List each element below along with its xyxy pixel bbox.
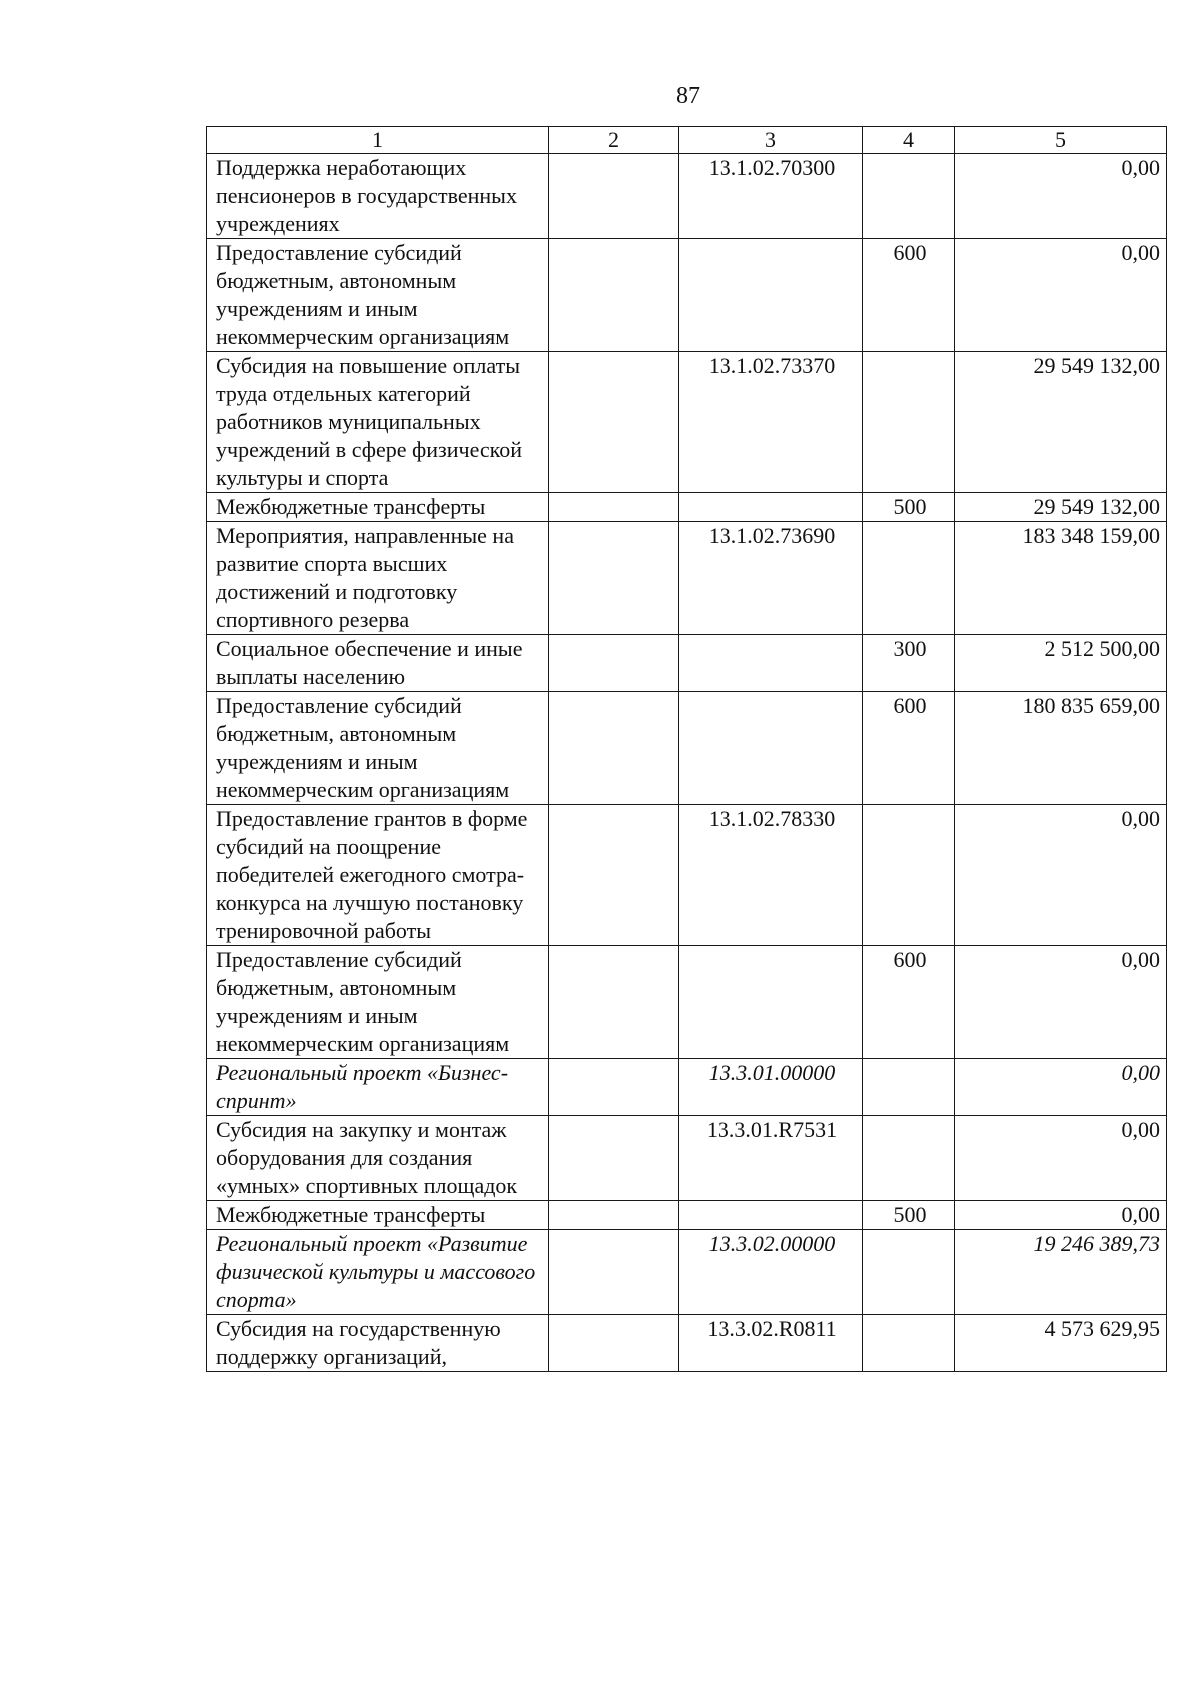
table-row xyxy=(207,1201,1167,1230)
row-col2-cell xyxy=(549,1116,679,1201)
row-name-cell: Межбюджетные трансферты xyxy=(207,1201,549,1230)
header-col-1: 1 xyxy=(207,127,549,154)
table-row xyxy=(207,692,1167,805)
row-name-cell: Региональный проект «Развитие физической культуры и массового спорта» xyxy=(207,1230,549,1315)
row-code-cell: 13.3.01.00000 xyxy=(679,1059,863,1116)
table-header-row xyxy=(207,127,1167,154)
row-col2-cell xyxy=(549,154,679,239)
row-col2-cell xyxy=(549,493,679,522)
row-amount-cell: 0,00 xyxy=(955,805,1167,946)
row-name-cell: Субсидия на государственную поддержку организаций, xyxy=(207,1315,549,1372)
table-row xyxy=(207,946,1167,1059)
row-amount-cell: 29 549 132,00 xyxy=(955,352,1167,493)
table-row xyxy=(207,805,1167,946)
row-expense-type-cell xyxy=(863,1116,955,1201)
row-name-cell: Предоставление субсидий бюджетным, автономным учреждениям и иным некоммерческим организациям xyxy=(207,946,549,1059)
row-amount-cell: 0,00 xyxy=(955,1116,1167,1201)
table-row xyxy=(207,1059,1167,1116)
row-amount-cell: 0,00 xyxy=(955,946,1167,1059)
row-col2-cell xyxy=(549,522,679,635)
row-name-cell: Поддержка неработающих пенсионеров в государственных учреждениях xyxy=(207,154,549,239)
row-expense-type-cell: 600 xyxy=(863,692,955,805)
row-code-cell: 13.3.02.00000 xyxy=(679,1230,863,1315)
row-code-cell xyxy=(679,635,863,692)
row-code-cell: 13.3.01.R7531 xyxy=(679,1116,863,1201)
header-col-4: 4 xyxy=(863,127,955,154)
row-col2-cell xyxy=(549,805,679,946)
table-row xyxy=(207,154,1167,239)
row-code-cell: 13.1.02.73690 xyxy=(679,522,863,635)
row-name-cell: Субсидия на закупку и монтаж оборудования для создания «умных» спортивных площадок xyxy=(207,1116,549,1201)
row-expense-type-cell xyxy=(863,1059,955,1116)
row-col2-cell xyxy=(549,692,679,805)
row-amount-cell: 183 348 159,00 xyxy=(955,522,1167,635)
row-expense-type-cell xyxy=(863,1315,955,1372)
row-code-cell: 13.1.02.70300 xyxy=(679,154,863,239)
row-amount-cell: 0,00 xyxy=(955,1059,1167,1116)
header-col-3: 3 xyxy=(679,127,863,154)
table-row xyxy=(207,1116,1167,1201)
row-code-cell xyxy=(679,493,863,522)
row-col2-cell xyxy=(549,239,679,352)
row-amount-cell: 4 573 629,95 xyxy=(955,1315,1167,1372)
row-col2-cell xyxy=(549,1201,679,1230)
row-amount-cell: 2 512 500,00 xyxy=(955,635,1167,692)
row-expense-type-cell: 600 xyxy=(863,946,955,1059)
row-amount-cell: 0,00 xyxy=(955,239,1167,352)
table-row xyxy=(207,522,1167,635)
table-row xyxy=(207,352,1167,493)
row-expense-type-cell xyxy=(863,352,955,493)
row-col2-cell xyxy=(549,635,679,692)
row-expense-type-cell xyxy=(863,1230,955,1315)
row-amount-cell: 0,00 xyxy=(955,1201,1167,1230)
budget-table xyxy=(206,126,1167,1372)
row-code-cell xyxy=(679,1201,863,1230)
row-amount-cell: 180 835 659,00 xyxy=(955,692,1167,805)
row-name-cell: Межбюджетные трансферты xyxy=(207,493,549,522)
row-name-cell: Социальное обеспечение и иные выплаты населению xyxy=(207,635,549,692)
row-code-cell: 13.1.02.73370 xyxy=(679,352,863,493)
header-col-2: 2 xyxy=(549,127,679,154)
row-amount-cell: 0,00 xyxy=(955,154,1167,239)
row-col2-cell xyxy=(549,1230,679,1315)
row-name-cell: Предоставление субсидий бюджетным, автономным учреждениям и иным некоммерческим организациям xyxy=(207,692,549,805)
row-code-cell xyxy=(679,239,863,352)
row-expense-type-cell xyxy=(863,154,955,239)
budget-table-container xyxy=(206,126,1166,1372)
table-row xyxy=(207,493,1167,522)
table-row xyxy=(207,1230,1167,1315)
table-row xyxy=(207,1315,1167,1372)
table-body xyxy=(207,154,1167,1372)
row-amount-cell: 19 246 389,73 xyxy=(955,1230,1167,1315)
row-name-cell: Предоставление субсидий бюджетным, автономным учреждениям и иным некоммерческим организациям xyxy=(207,239,549,352)
row-name-cell: Субсидия на повышение оплаты труда отдельных категорий работников муниципальных учреждений в сфере физической культуры и спорта xyxy=(207,352,549,493)
page-number: 87 xyxy=(676,83,700,109)
row-code-cell: 13.1.02.78330 xyxy=(679,805,863,946)
row-col2-cell xyxy=(549,946,679,1059)
row-col2-cell xyxy=(549,352,679,493)
table-row xyxy=(207,239,1167,352)
row-expense-type-cell: 300 xyxy=(863,635,955,692)
row-code-cell xyxy=(679,692,863,805)
row-expense-type-cell: 600 xyxy=(863,239,955,352)
row-expense-type-cell xyxy=(863,522,955,635)
row-code-cell: 13.3.02.R0811 xyxy=(679,1315,863,1372)
row-col2-cell xyxy=(549,1059,679,1116)
header-col-5: 5 xyxy=(955,127,1167,154)
row-expense-type-cell xyxy=(863,805,955,946)
row-expense-type-cell: 500 xyxy=(863,493,955,522)
row-expense-type-cell: 500 xyxy=(863,1201,955,1230)
row-name-cell: Региональный проект «Бизнес-спринт» xyxy=(207,1059,549,1116)
table-row xyxy=(207,635,1167,692)
row-name-cell: Мероприятия, направленные на развитие спорта высших достижений и подготовку спортивного резерва xyxy=(207,522,549,635)
row-amount-cell: 29 549 132,00 xyxy=(955,493,1167,522)
row-col2-cell xyxy=(549,1315,679,1372)
row-name-cell: Предоставление грантов в форме субсидий на поощрение победителей ежегодного смотра-конкурса на лучшую постановку тренировочной работы xyxy=(207,805,549,946)
row-code-cell xyxy=(679,946,863,1059)
